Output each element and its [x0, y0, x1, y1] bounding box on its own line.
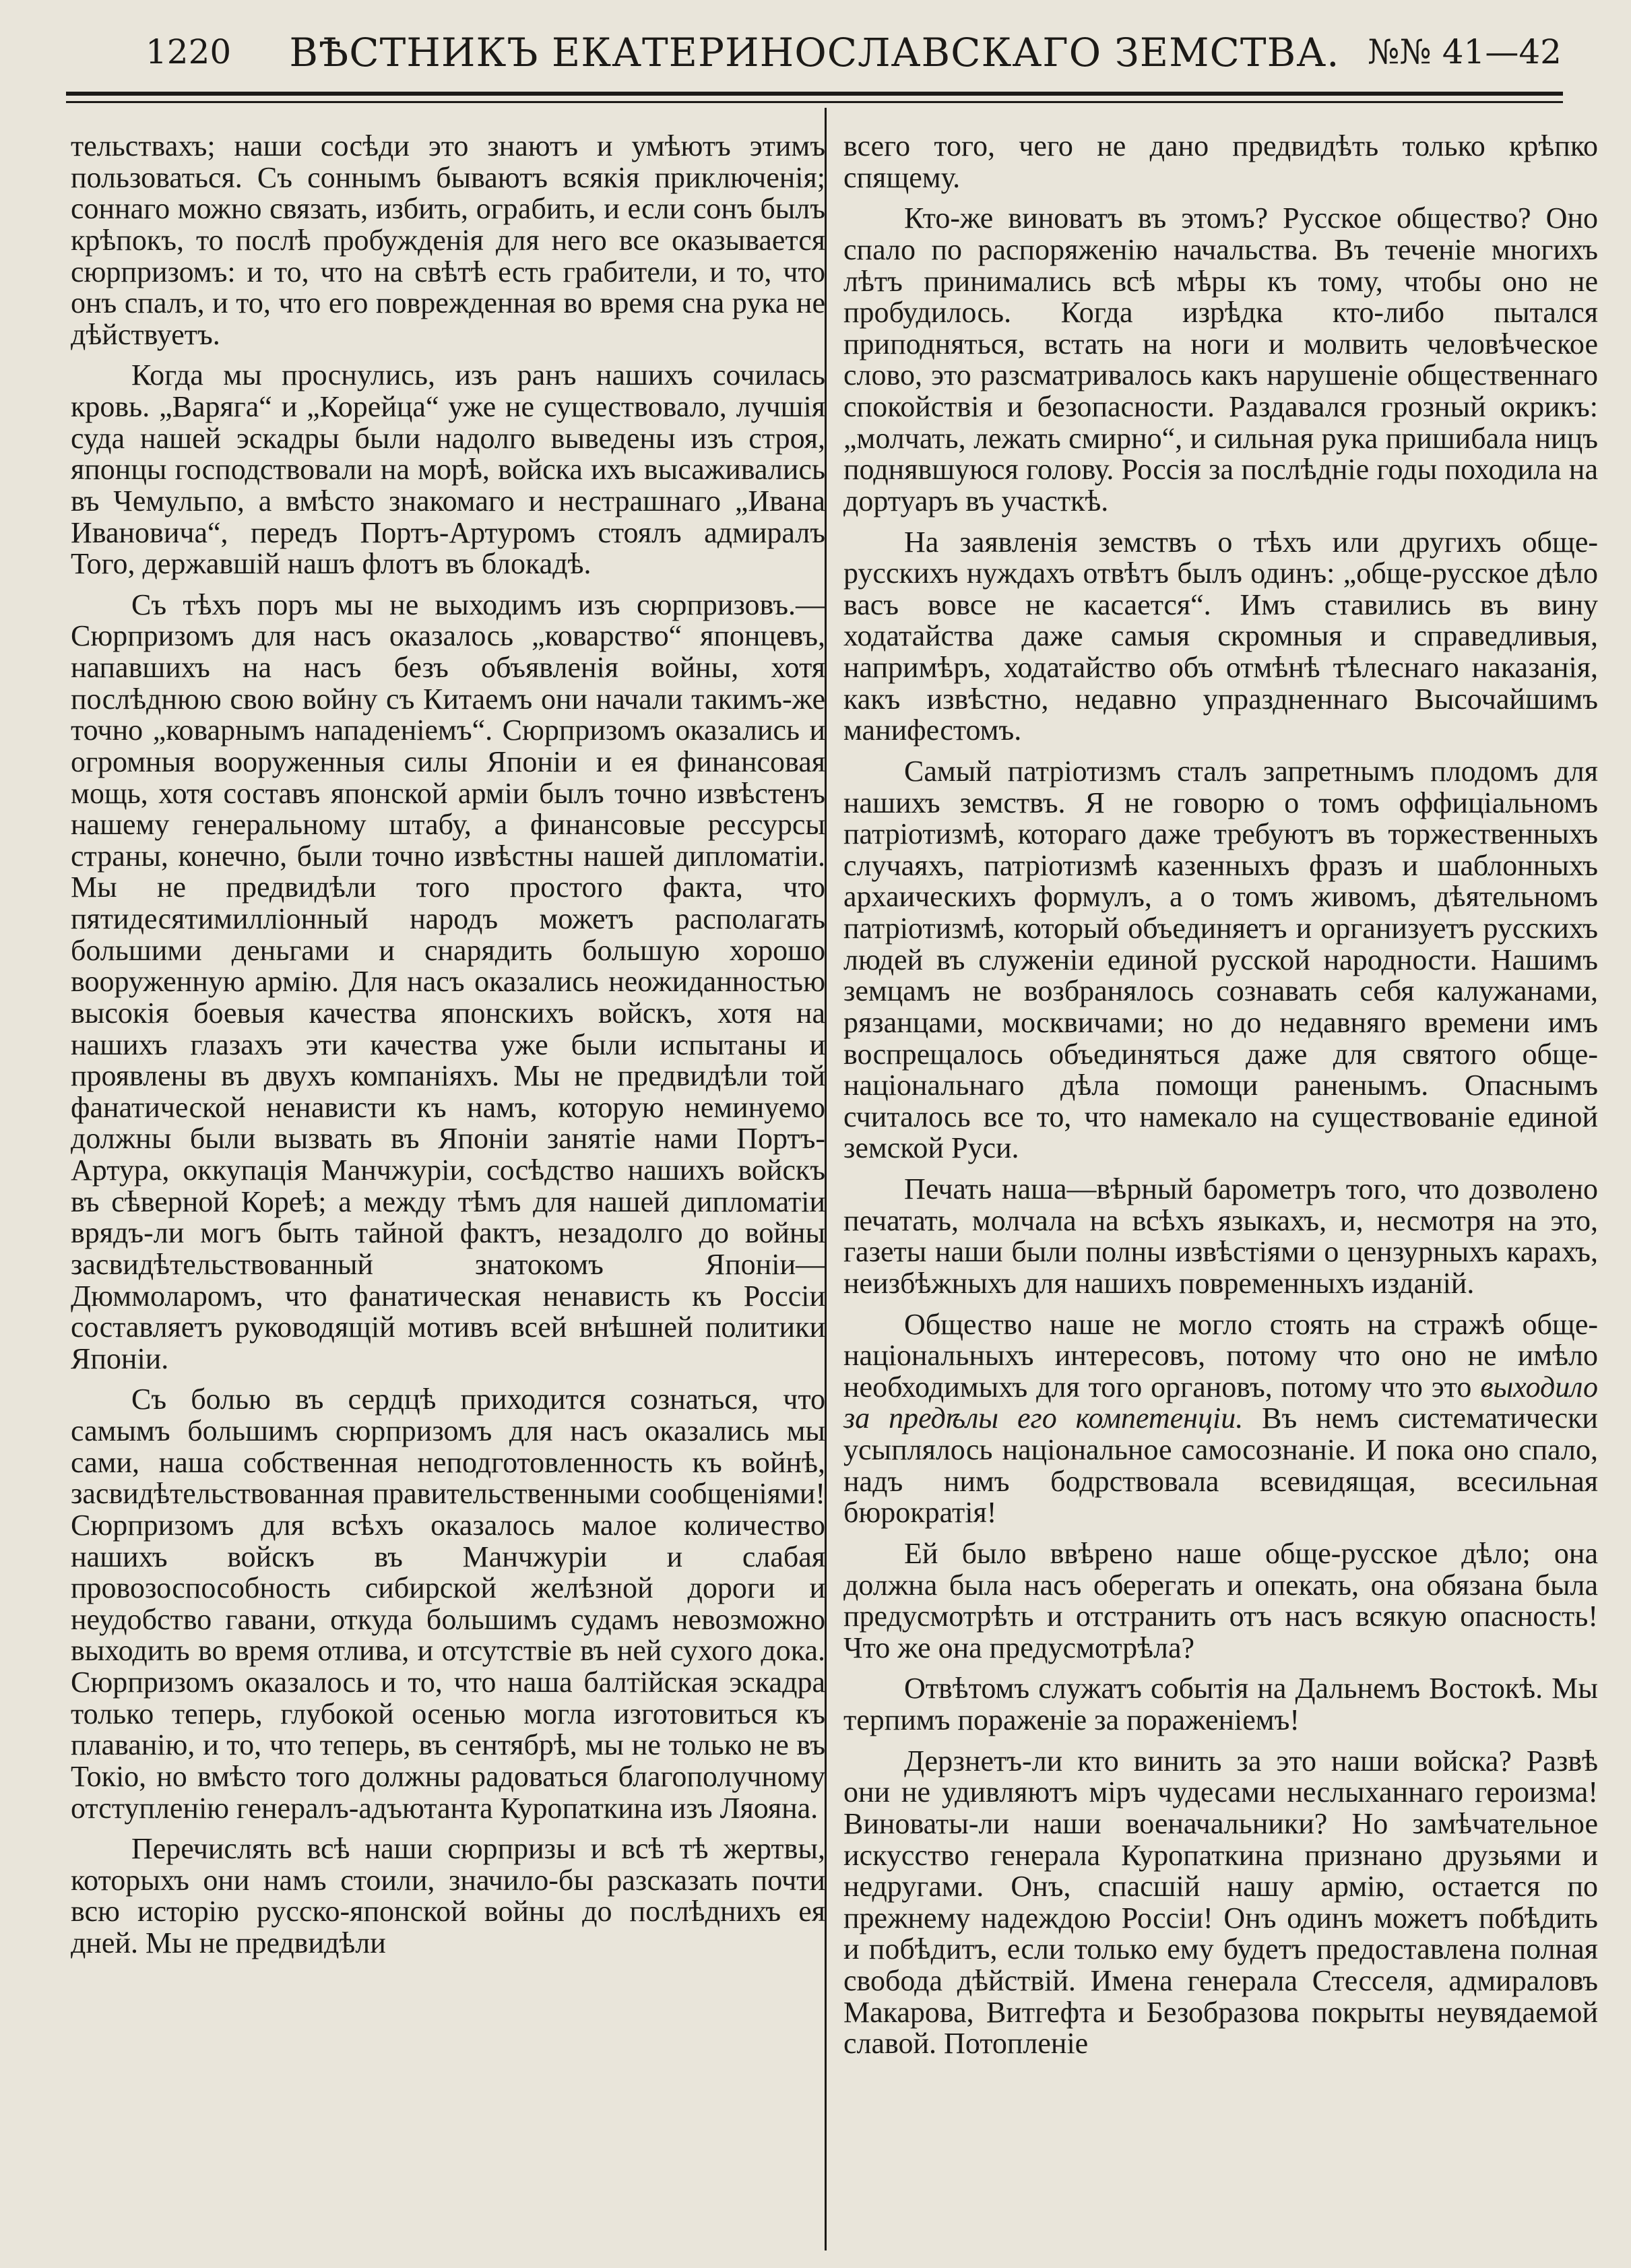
issue-number: №№ 41—42	[1368, 32, 1562, 71]
paragraph: Кто-же виноватъ въ этомъ? Русское общество? Оно спало по распоряженію начальства. Въ теченіе многихъ лѣтъ принимались всѣ мѣры къ тому, чтобы оно не пробудилось. Когда изрѣдка кто-либо пытался приподняться, встать на ноги и молвить человѣческое слово, это разсматривалось какъ нарушеніе общественнаго спокойствія и безопасности. Раздавался грозный окрикъ: „молчать, лежать смирно“, и сильная рука пришибала ницъ поднявшуюся голову. Россія за послѣдніе годы походила на дортуаръ въ участкѣ.	[843, 201, 1598, 517]
paragraph: Съ тѣхъ поръ мы не выходимъ изъ сюрпризовъ.—Сюрпризомъ для насъ оказалось „коварство“ японцевъ, напавшихъ на насъ безъ объявленія войны, хотя послѣднюю свою войну съ Китаемъ они начали такимъ-же точно „коварнымъ нападеніемъ“. Сюрпризомъ оказались и огромныя вооруженныя силы Японіи и ея финансовая мощь, хотя составъ японской арміи былъ точно извѣстенъ нашему генеральному штабу, а финансовые рессурсы страны, конечно, были точно извѣстны нашей дипломатіи. Мы не предвидѣли того простого факта, что пятидесятимилліонный народъ можетъ располагать большими деньгами и снарядить большую хорошо вооруженную армію. Для насъ оказались неожиданностью высокія боевыя качества японскихъ войскъ, хотя на нашихъ глазахъ эти качества уже были испытаны и проявлены въ двухъ компаніяхъ. Мы не предвидѣли той фанатической ненависти къ намъ, которую неминуемо должны были вызвать въ Японіи занятіе нами Портъ-Артура, оккупація Манчжуріи, сосѣдство нашихъ войскъ въ сѣверной Кореѣ; а между тѣмъ для нашей дипломатіи врядъ-ли могъ быть тайной фактъ, незадолго до войны засвидѣтельствованный знатокомъ Японіи—Дюммоларомъ, что фанатическая ненависть къ Россіи составляетъ руководящій мотивъ всей внѣшней политики Японіи.	[71, 588, 825, 1375]
text-run: Въ немъ систематически усыплялось національное самосознаніе. И пока оно спало, надъ нимъ бодрствовала всевидящая, всесильная бюрократія!	[843, 1401, 1598, 1530]
paragraph: тельствахъ; наши сосѣди это знаютъ и умѣютъ этимъ пользоваться. Съ соннымъ бываютъ всякія приключенія; соннаго можно связать, избить, ограбить, и если сонъ былъ крѣпокъ, то послѣ пробужденія для него все оказывается сюрпризомъ: и то, что на свѣтѣ есть грабители, и то, что онъ спалъ, и то, что его поврежденная во время сна рука не дѣйствуетъ.	[71, 129, 825, 351]
paragraph: Перечислять всѣ наши сюрпризы и всѣ тѣ жертвы, которыхъ они намъ стоили, значило-бы разсказать почти всю исторію русско-японской войны до послѣднихъ ея дней. Мы не предвидѣли	[71, 1832, 825, 1959]
left-column	[71, 131, 825, 1968]
paragraph: Съ болью въ сердцѣ приходится сознаться, что самымъ большимъ сюрпризомъ для насъ оказались мы сами, наша собственная неподготовленность къ войнѣ, засвидѣтельствованная правительственными сообщеніями! Сюрпризомъ для всѣхъ оказалось малое количество нашихъ войскъ въ Манчжуріи и слабая провозоспособность сибирской желѣзной дороги и неудобство гавани, откуда большимъ судамъ невозможно выходить во время отлива, и отсутствіе въ ней сухого дока. Сюрпризомъ оказалось и то, что наша балтійская эскадра только теперь, глубокой осенью могла изготовиться къ плаванію, и то, что теперь, въ сентябрѣ, мы не только не въ Токіо, но вмѣсто того должны радоваться благополучному отступленію генералъ-адъютанта Куропаткина изъ Ляояна.	[71, 1383, 825, 1825]
paragraph	[843, 1309, 1598, 1529]
text-run: Общество наше не могло стоять на стражѣ обще-національныхъ интересовъ, потому что оно не имѣло необходимыхъ для того органовъ, потому что это	[843, 1307, 1598, 1404]
paragraph: На заявленія земствъ о тѣхъ или другихъ обще-русскихъ нуждахъ отвѣтъ былъ одинъ: „обще-русское дѣло васъ вовсе не касается“. Имъ ставились въ вину ходатайства даже самыя скромныя и справедливыя, напримѣръ, ходатайство объ отмѣнѣ тѣлеснаго наказанія, какъ извѣстно, недавно упраздненнаго Высочайшимъ манифестомъ.	[843, 525, 1598, 747]
paragraph: Печать наша—вѣрный барометръ того, что дозволено печатать, молчала на всѣхъ языкахъ, и, несмотря на это, газеты наши были полны извѣстіями о цензурныхъ карахъ, неизбѣжныхъ для нашихъ повременныхъ изданій.	[843, 1172, 1598, 1300]
paragraph: Самый патріотизмъ сталъ запретнымъ плодомъ для нашихъ земствъ. Я не говорю о томъ оффиціальномъ патріотизмѣ, котораго даже требуютъ въ торжественныхъ случаяхъ, патріотизмѣ казенныхъ фразъ и шаблонныхъ архаическихъ формулъ, а о томъ живомъ, дѣятельномъ патріотизмѣ, который объединяетъ и организуетъ русскихъ людей въ служеніи единой русской народности. Нашимъ земцамъ не возбранялось сознавать себя калужанами, рязанцами, москвичами; но до недавняго времени имъ воспрещалось объединяться даже для святого обще-національнаго дѣла помощи раненымъ. Опаснымъ считалось все то, что намекало на существованіе единой земской Руси.	[843, 754, 1598, 1165]
paragraph: Отвѣтомъ служатъ событія на Дальнемъ Востокѣ. Мы терпимъ пораженіе за пораженіемъ!	[843, 1672, 1598, 1736]
paragraph: Дерзнетъ-ли кто винить за это наши войска? Развѣ они не удивляютъ міръ чудесами неслыханнаго героизма! Виноваты-ли наши военачальники? Но замѣчательное искусство генерала Куропаткина признано друзьями и недругами. Онъ, спасшій нашу армію, остается по прежнему надеждою Россіи! Онъ одинъ можетъ побѣдить и побѣдитъ, если только ему будетъ предоставлена полная свобода дѣйствій. Имена генерала Стесселя, адмираловъ Макарова, Витгефта и Безобразова покрыты неувядаемой славой. Потопленіе	[843, 1744, 1598, 2060]
paragraph: всего того, чего не дано предвидѣть только крѣпко спящему.	[843, 129, 1598, 194]
header-rule-thick	[66, 92, 1563, 96]
right-column	[843, 131, 1598, 2069]
paragraph: Когда мы проснулись, изъ ранъ нашихъ сочилась кровь. „Варяга“ и „Корейца“ уже не существовало, лучшія суда нашей эскадры были надолго выведены изъ строя, японцы господствовали на морѣ, войска ихъ высаживались въ Чемульпо, а вмѣсто знакомаго и нестрашнаго „Ивана Ивановича“, передъ Портъ-Артуромъ стоялъ адмиралъ Того, державшій нашъ флотъ въ блокадѣ.	[71, 358, 825, 581]
italic-phrase: выходило за предѣлы его компетенціи.	[843, 1370, 1598, 1435]
journal-title: ВѢСТНИКЪ ЕКАТЕРИНОСЛАВСКАГО ЗЕМСТВА.	[289, 30, 1340, 75]
page-header	[65, 26, 1564, 74]
header-rule-thin	[66, 101, 1563, 103]
page-number: 1220	[146, 32, 232, 71]
paragraph: Ей было ввѣрено наше обще-русское дѣло; она должна была насъ оберегать и опекать, она обязана была предусмотрѣть и отстранить отъ насъ всякую опасность! Что же она предусмотрѣла?	[843, 1536, 1598, 1664]
